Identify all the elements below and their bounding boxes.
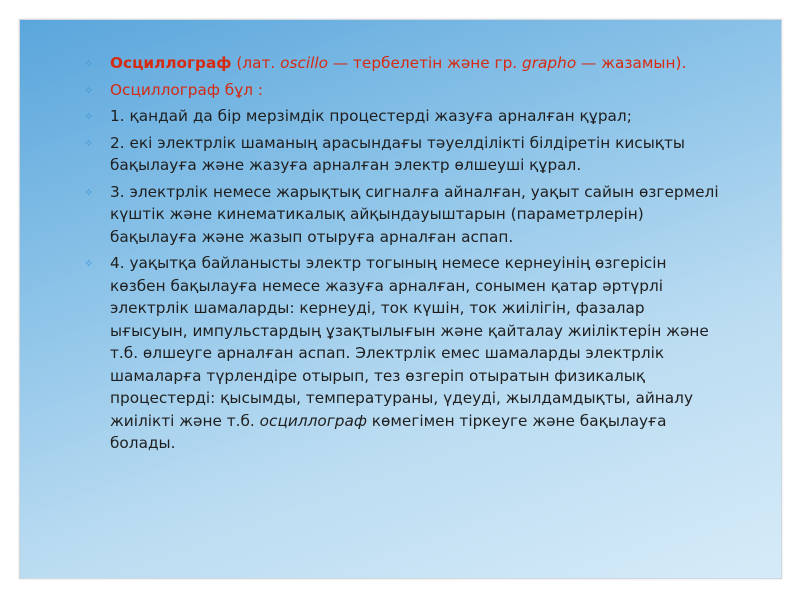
slide-content [84, 52, 724, 459]
item-text-b: көмегімен тіркеуге және бақылауға болады. [110, 411, 667, 452]
bullet-item-heading [84, 79, 724, 102]
bullet-star-icon: ✧ [84, 185, 94, 199]
item-text: 3. электрлік немесе жарықтық сигналға айналған, уақыт сайын өзгермелі күштік және кинематикалық айқындауыштарын (параметрлерін) бақылауға және жазып отыруға арналған аспап. [110, 182, 719, 246]
etymology-grapho: grapho [522, 54, 577, 72]
bullet-item-2 [84, 132, 724, 177]
bullet-item-1 [84, 105, 724, 128]
slide [19, 19, 782, 579]
bullet-item-4 [84, 252, 724, 455]
item-text: 2. екі электрлік шаманың арасындағы тәуелділікті білдіретін кисықты бақылауға және жазуға арналған электр өлшеуші құрал. [110, 133, 686, 174]
etymology-text-c: — жазамын). [576, 54, 687, 72]
bullet-list [84, 52, 724, 455]
etymology-oscillo: oscillo [280, 54, 328, 72]
etymology-text-b: — тербелетін және гр. [327, 54, 523, 72]
bullet-item-3 [84, 181, 724, 249]
subheading-text: Осциллограф бұл : [110, 80, 264, 99]
bullet-star-icon: ✧ [84, 83, 94, 97]
bullet-item-definition [84, 52, 724, 75]
bullet-star-icon: ✧ [84, 110, 94, 123]
bullet-star-icon: ✧ [84, 57, 94, 70]
term-oscillograph: Осциллограф [110, 54, 232, 72]
etymology-text-a: (лат. [231, 54, 281, 72]
bullet-star-icon: ✧ [84, 257, 94, 270]
bullet-star-icon: ✧ [84, 136, 94, 150]
item-text: 1. қандай да бір мерзімдік процестерді жазуға арналған құрал; [110, 107, 632, 125]
item-text-a: 4. уақытқа байланысты электр тогының немесе кернеуінің өзгерісін көзбен бақылауға немесе жазуға арналған, сонымен қатар әртүрлі электрлік шамаларды: кернеуді, ток күшін, ток жиілігін, фазалар ығысуын, импульстардың ұзақтылығын және қайталау жиіліктерін және т.б. өлшеуге арналған аспап. Электрлік емес шамаларды электрлік шамаларға түрлендіре отырып, тез өзгеріп отыратын физикалық процестерді: қысымды, температураны, үдеуді, жылдамдықты, айналу жиілікті және т.б. [110, 254, 709, 430]
item-italic-word: осциллограф [259, 411, 367, 430]
